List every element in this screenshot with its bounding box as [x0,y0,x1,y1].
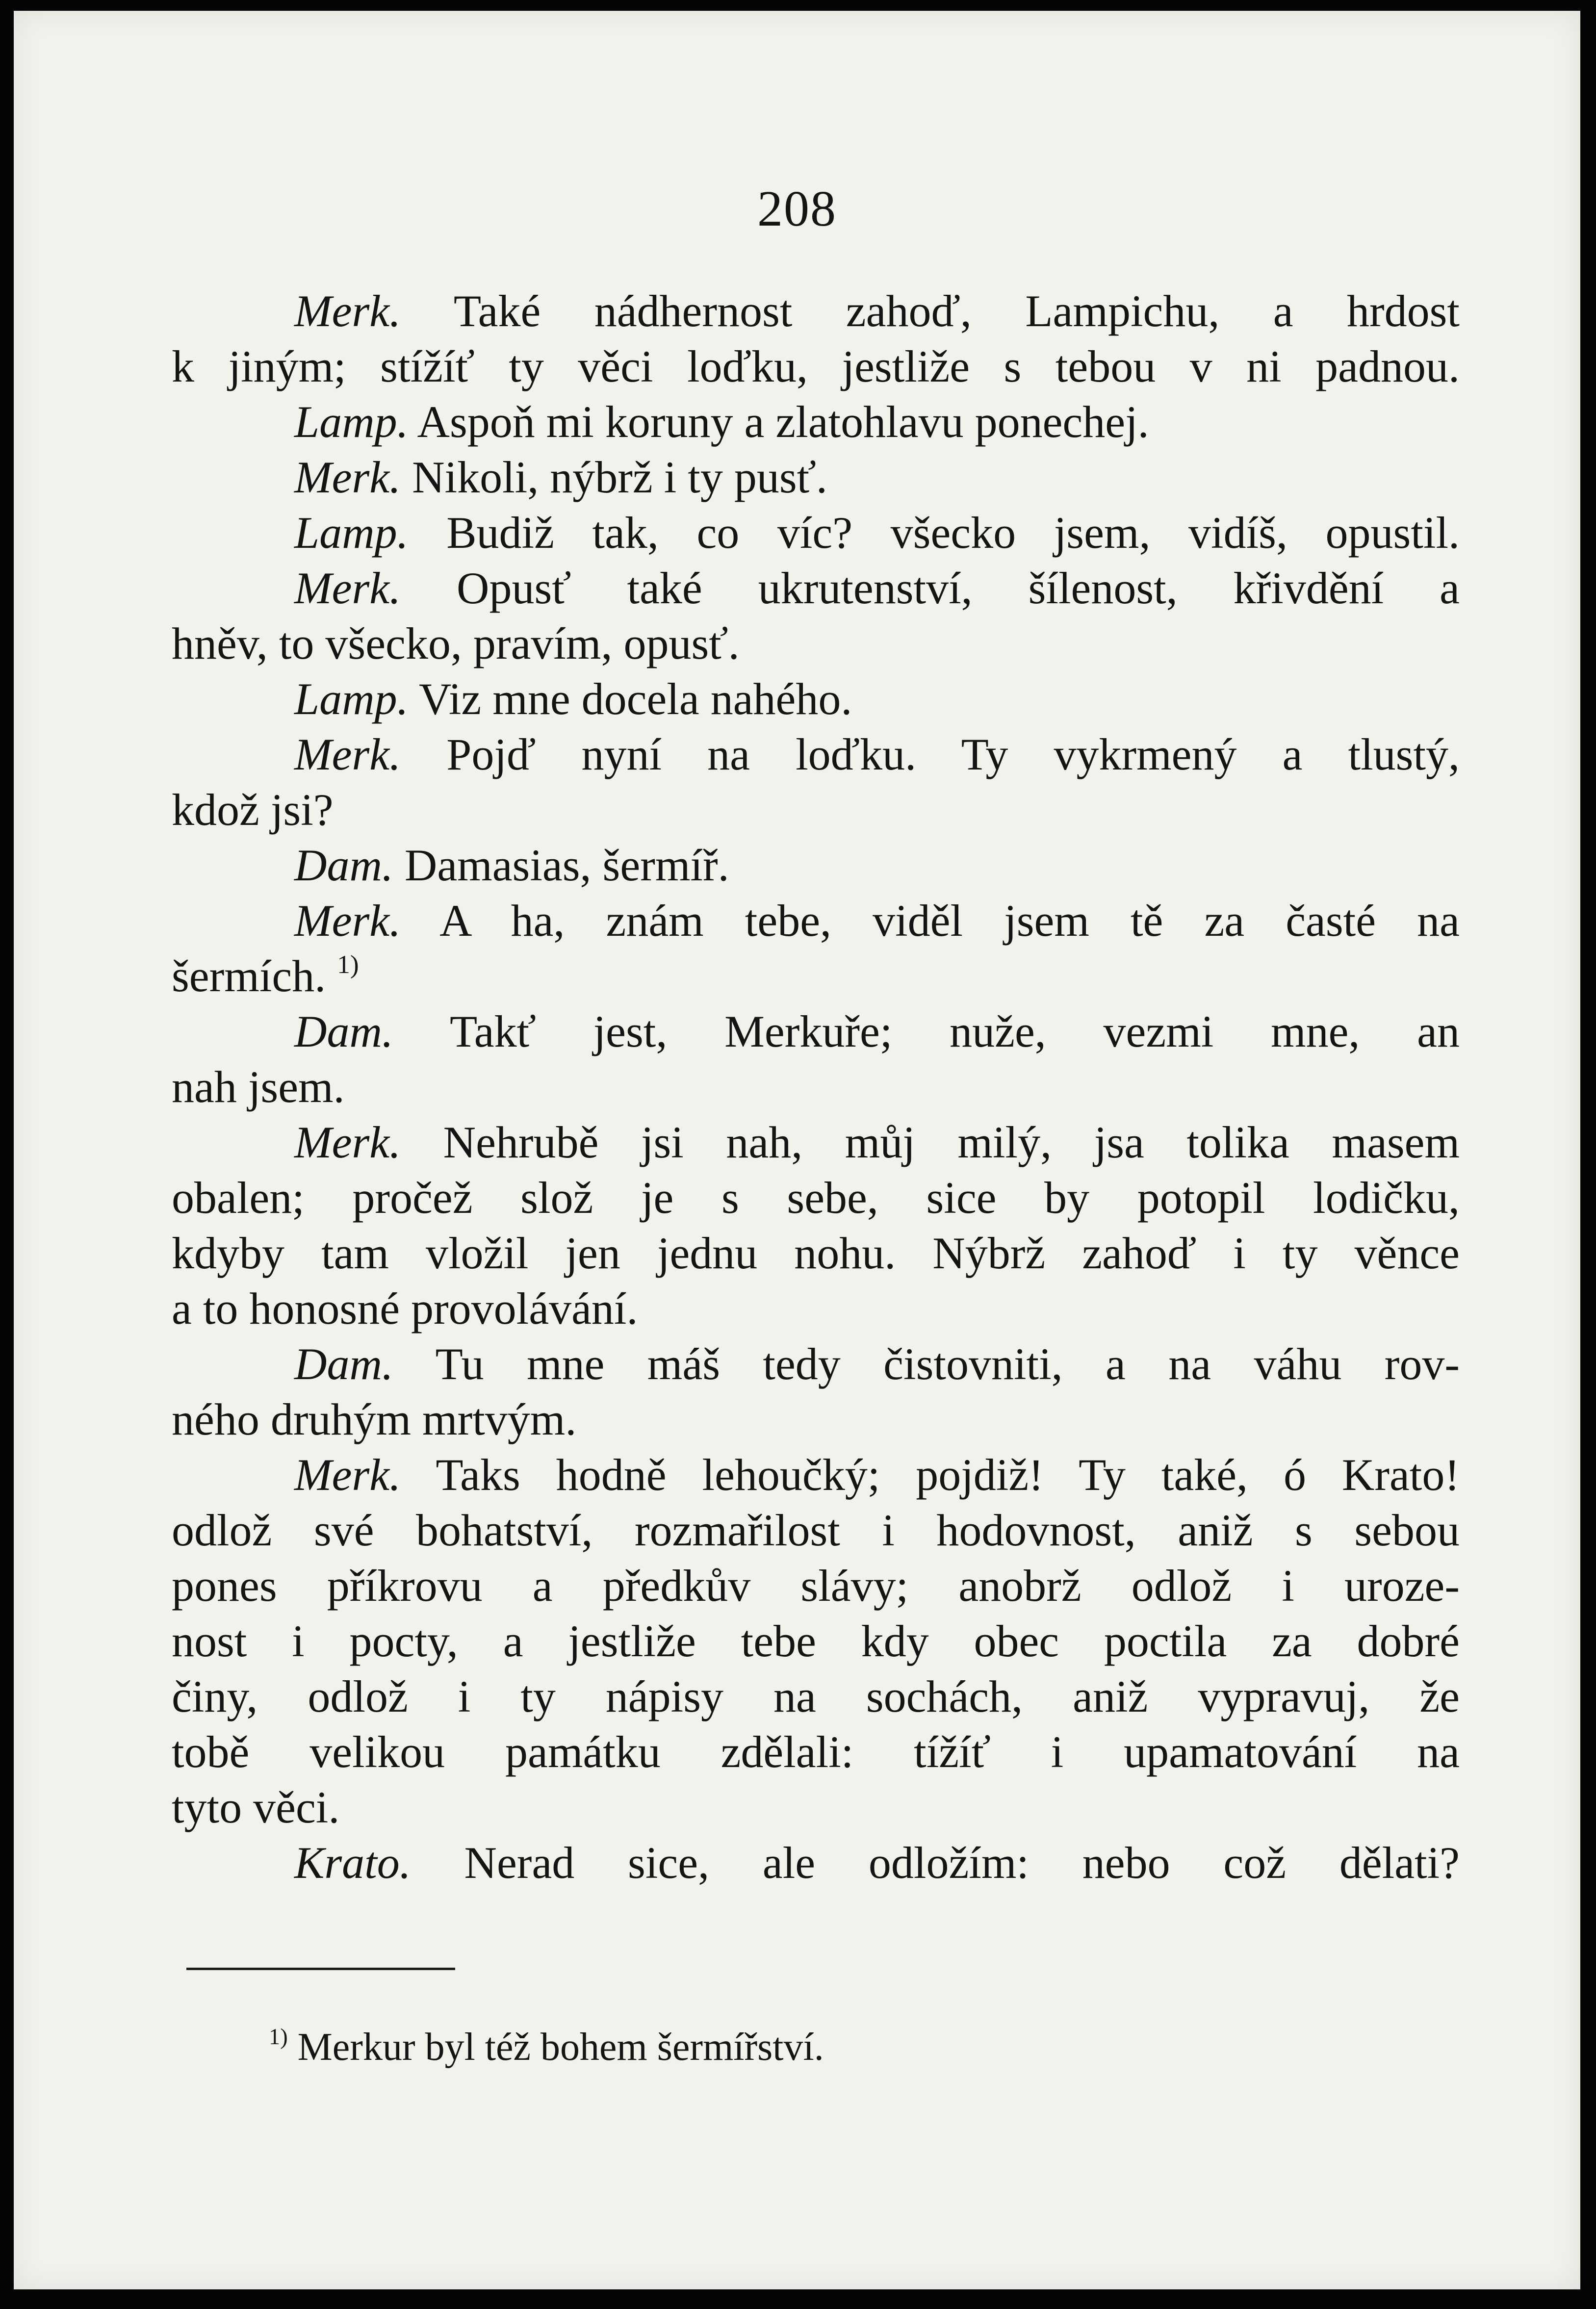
text-line [172,1170,1460,1226]
speaker-label: Dam. [294,1339,393,1389]
line-text: Taks hodně lehoučký; pojdiž! Ty také, ó Krato! [436,1450,1460,1500]
line-text: Budiž tak, co víc? všecko jsem, vidíš, opustil. [446,508,1460,558]
speaker-label: Merk. [294,729,401,779]
line-text: k jiným; stížíť ty věci loďku, jestliže s tebou v ni padnou. [172,341,1460,391]
footnote-divider [186,1968,455,1970]
line-text: odlož své bohatství, rozmařilost i hodovnost, aniž s sebou [172,1505,1460,1555]
speaker-label: Lamp. [294,508,409,558]
line-text: kdyby tam vložil jen jednu nohu. Nýbrž zahoď i ty věnce [172,1228,1460,1278]
speaker-label: Merk. [294,286,401,336]
speaker-label: Merk. [294,563,401,613]
line-text: Pojď nyní na loďku. Ty vykrmený a tlustý, [446,729,1460,779]
text-line [172,1780,1460,1835]
line-text: Nerad sice, ale odložím: nebo což dělati? [464,1838,1460,1888]
speaker-label: Lamp. [294,674,409,724]
speaker-label: Merk. [294,452,401,502]
text-line [172,893,1460,949]
line-text: a to honosné provolávání. [172,1283,638,1334]
text-line [172,782,1460,838]
speaker-label: Merk. [294,1117,401,1167]
line-text: pones příkrovu a předkův slávy; anobrž odlož i uroze- [172,1561,1460,1611]
footnote-marker: 1) [269,2024,288,2050]
text-line [172,1059,1460,1115]
line-text: šermích. [172,951,326,1001]
text-line [172,1392,1460,1447]
text-line [172,283,1460,339]
speaker-label: Dam. [294,1006,393,1056]
text-line [172,1336,1460,1392]
line-text: tobě velikou památku zdělali: tížíť i upamatování na [172,1727,1460,1777]
text-line [172,450,1460,505]
text-line [172,1614,1460,1669]
text-line [172,1447,1460,1503]
line-text: Opusť také ukrutenství, šílenost, křivdění a [457,563,1460,613]
text-line [172,394,1460,450]
text-line [172,727,1460,782]
line-text: činy, odlož i ty nápisy na sochách, aniž vypravuj, že [172,1671,1460,1721]
text-line [172,339,1460,394]
text-line [172,1835,1460,1891]
text-line [172,505,1460,561]
main-text [172,283,1460,1891]
line-text: nost i pocty, a jestliže tebe kdy obec poctila za dobré [172,1616,1460,1666]
footnote [269,2023,824,2072]
text-line [172,1503,1460,1558]
speaker-label: Merk. [294,1450,401,1500]
speaker-label: Merk. [294,896,401,946]
line-text: nah jsem. [172,1062,345,1112]
speaker-label: Krato. [294,1838,411,1888]
page-number: 208 [757,180,837,237]
text-line [172,1724,1460,1780]
line-text: Také nádhernost zahoď, Lampichu, a hrdost [453,286,1460,336]
text-line [172,949,1460,1004]
line-text: obalen; pročež slož je s sebe, sice by potopil lodičku, [172,1173,1460,1223]
line-text: Aspoň mi koruny a zlatohlavu ponechej. [417,397,1149,447]
text-line [172,1281,1460,1336]
text-line [172,616,1460,671]
text-line [172,1004,1460,1059]
book-page [14,11,1580,2289]
line-text: Nikoli, nýbrž i ty pusť. [412,452,827,502]
line-text: kdož jsi? [172,785,334,835]
line-text: Damasias, šermíř. [404,840,729,890]
text-line [172,1115,1460,1170]
footnote-reference: 1) [337,949,359,979]
footnote-text: Merkur byl též bohem šermířství. [297,2026,824,2069]
text-line [172,561,1460,616]
line-text: tyto věci. [172,1782,340,1832]
text-line [172,1226,1460,1281]
line-text: ného druhým mrtvým. [172,1394,577,1444]
line-text: A ha, znám tebe, viděl jsem tě za časté na [439,896,1460,946]
line-text: Nehrubě jsi nah, můj milý, jsa tolika masem [443,1117,1460,1167]
text-line [172,1558,1460,1614]
text-line [172,1669,1460,1724]
line-text: hněv, to všecko, pravím, opusť. [172,618,740,668]
text-line [172,671,1460,727]
line-text: Viz mne docela nahého. [418,674,852,724]
line-text: Takť jest, Merkuře; nuže, vezmi mne, an [449,1006,1460,1056]
speaker-label: Dam. [294,840,393,890]
speaker-label: Lamp. [294,397,409,447]
text-line [172,838,1460,893]
line-text: Tu mne máš tedy čistovniti, a na váhu rov- [435,1339,1460,1389]
